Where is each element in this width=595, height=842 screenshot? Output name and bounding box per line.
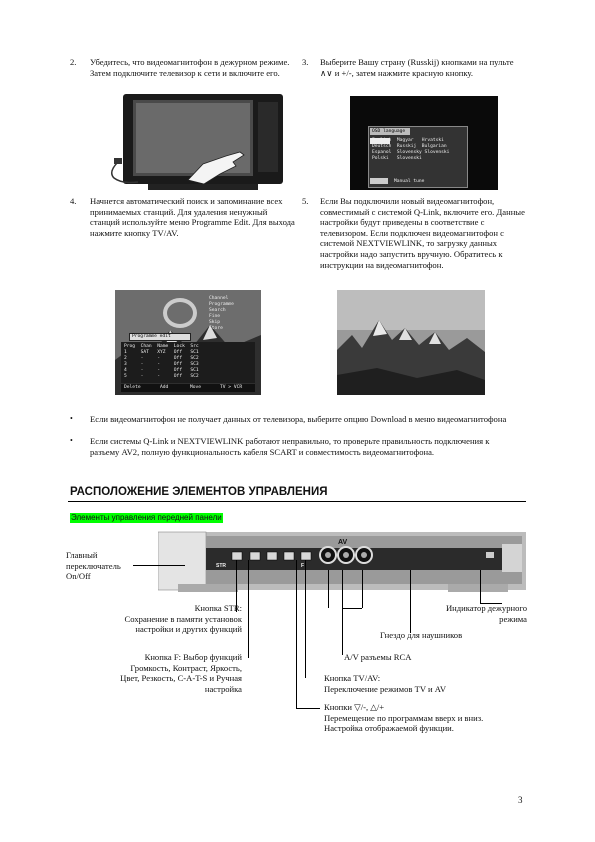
osd-language-row-4: Polski Slovenski: [372, 156, 422, 161]
osd-language-row-2: Deutsch Russkij Bulgarian: [372, 144, 447, 149]
callout-line: [305, 560, 306, 678]
step-2-number: 2.: [70, 57, 77, 67]
osd-language-title: OSD language: [372, 129, 406, 134]
programme-edit-row-2: 2 - - Off SC2: [124, 356, 199, 361]
tv-illustration: [108, 92, 293, 192]
label-prog: Кнопки ▽/-, △/+ Перемещение по программам вверх и вниз. Настройка отображаемой функции.: [324, 702, 484, 734]
bullet-text-1: Если видеомагнитофон не получает данных от телевизора, выберите опцию Download в меню видеомагнитофона: [90, 414, 507, 424]
side-item-1: Channel: [209, 296, 229, 301]
side-item-3: Search: [209, 308, 226, 313]
label-str-button: Кнопка STR: Сохранение в памяти установок настройки и других функций: [124, 603, 242, 635]
footer-delete: Delete: [124, 385, 141, 390]
page-number: 3: [518, 795, 523, 805]
osd-language-footer: Manual tune: [394, 179, 425, 184]
programme-edit-row-1: 1 SAT XYZ Off SC1: [124, 350, 199, 355]
side-item-4: Fine: [209, 314, 221, 319]
callout-line: [296, 708, 320, 709]
panel-f-mark: F: [301, 563, 305, 569]
label-main-switch: Главный переключатель On/Off: [66, 550, 121, 582]
callout-line: [296, 560, 297, 708]
step-4-text: Начнется автоматический поиск и запоминание всех принимаемых станций. Для удаления ненужный станций используйте меню Programme Edit. Для выхода нажмите кнопку TV/AV.: [90, 196, 295, 238]
callout-line: [133, 565, 185, 566]
mountain-screenshot: [337, 290, 485, 395]
callout-line: [410, 570, 411, 633]
step-2-text: Убедитесь, что видеомагнитофон в дежурном режиме. Затем подключите телевизор к сети и включите его.: [90, 57, 290, 78]
step-4-number: 4.: [70, 196, 77, 206]
callout-line: [362, 570, 363, 608]
footer-add: Add: [160, 385, 169, 390]
programme-edit-row-3: 3 - - Off SC3: [124, 362, 199, 367]
programme-edit-title: Programme edit: [132, 334, 171, 339]
step-5-text: Если Вы подключили новый видеомагнитофон, совместимый с системой Q-Link, включите его. Данные настройки будут приведены в соответствие с телевизором. Если подключен видеомагнитофон с системой NEXTVIEWLINK, то загрузку данных настройки надо запустить вручную. Обратитесь к инструкции на видеомагнитофон.: [320, 196, 525, 270]
programme-edit-row-5: 5 - - Off SC2: [124, 374, 199, 379]
programme-edit-screenshot: [115, 290, 261, 395]
side-item-5: Skip: [209, 320, 221, 325]
footer-tv-vcr: TV > VCR: [220, 385, 243, 390]
bullet-icon: •: [70, 436, 73, 445]
label-headphones: Гнездо для наушников: [380, 630, 463, 640]
label-f-button: Кнопка F: Выбор функций Громкость, Контраст, Яркость, Цвет, Резкость, C-A-T-S и Ручная настройка: [120, 652, 242, 694]
step-5-number: 5.: [302, 196, 309, 206]
callout-line: [248, 560, 249, 658]
step-3-text: Выберите Вашу страну (Russkij) кнопками на пульте ∧∨ и +/-, затем нажмите красную кнопку.: [320, 57, 514, 78]
label-tvav: Кнопка TV/AV: Переключение режимов TV и AV: [324, 673, 447, 694]
callout-line: [342, 570, 343, 655]
callout-line: [328, 570, 329, 608]
side-item-6: Store: [209, 326, 223, 331]
bullet-icon: •: [70, 414, 73, 423]
section-title: РАСПОЛОЖЕНИЕ ЭЛЕМЕНТОВ УПРАВЛЕНИЯ: [70, 486, 328, 498]
section-underline: [68, 501, 526, 502]
panel-str-mark: STR: [216, 563, 226, 569]
side-item-2: Programme: [209, 302, 234, 307]
subsection-highlight: Элементы управления передней панели: [71, 513, 222, 522]
programme-edit-header: Prog Chan Name Lock Src: [124, 344, 199, 349]
footer-move: Move: [190, 385, 202, 390]
osd-language-row-3: Espanol Slovensky Slovenski: [372, 150, 450, 155]
label-rca: A/V разъемы RCA: [344, 652, 412, 662]
bullet-text-2: Если системы Q-Link и NEXTVIEWLINK работают неправильно, то проверьте правильность подключения к разъему AV2, полную функциональность кабеля SCART и совместимость видеомагнитофона.: [90, 436, 490, 457]
osd-language-row-1: English Magyar Hrvatski: [372, 138, 444, 143]
step-3-number: 3.: [302, 57, 309, 67]
callout-line: [342, 608, 362, 609]
callout-line: [480, 570, 481, 603]
panel-av-mark: AV: [338, 539, 348, 546]
programme-edit-row-4: 4 - - Off SC1: [124, 368, 199, 373]
label-standby: Индикатор дежурного режима: [445, 603, 527, 624]
osd-language-screenshot: [350, 96, 498, 190]
